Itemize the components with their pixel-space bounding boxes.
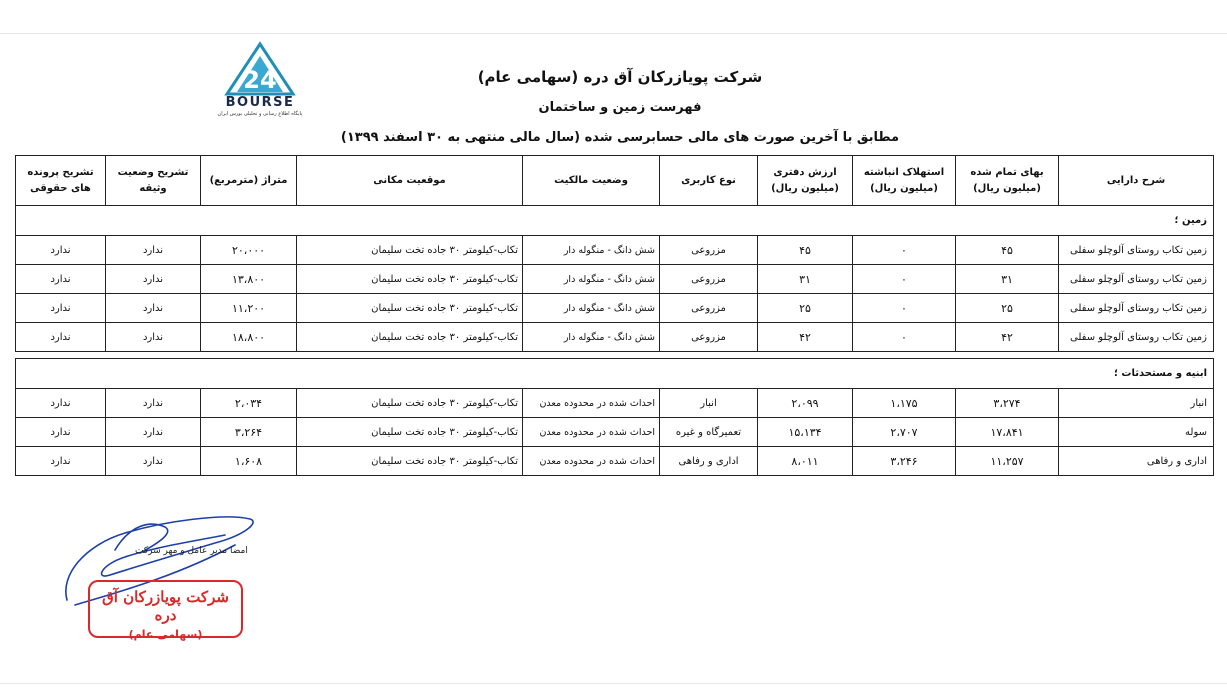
table-cell: شش دانگ - منگوله دار [523, 294, 660, 323]
table-cell: ندارد [106, 323, 201, 352]
table-cell: تکاب-کیلومتر ۳۰ جاده تخت سلیمان [297, 323, 523, 352]
table-cell: ۸،۰۱۱ [758, 447, 853, 476]
table-cell: ۱۳،۸۰۰ [201, 265, 297, 294]
table-cell: ندارد [106, 389, 201, 418]
table-cell: ۳۱ [956, 265, 1059, 294]
table-row [16, 236, 1214, 265]
table-cell: تکاب-کیلومتر ۳۰ جاده تخت سلیمان [297, 389, 523, 418]
column-header: موقعیت مکانی [297, 156, 523, 206]
table-cell: احداث شده در محدوده معدن [523, 418, 660, 447]
table-cell: اداری و رفاهی [660, 447, 758, 476]
column-header: شرح دارایی [1059, 156, 1214, 206]
table-cell: ۲،۷۰۷ [853, 418, 956, 447]
table-cell: سوله [1059, 418, 1214, 447]
section-title: زمین ؛ [16, 206, 1214, 236]
logo-subtitle: پایگاه اطلاع رسانی و تحلیلی بورس ایران [217, 111, 303, 117]
scan-line [0, 33, 1227, 34]
table-cell: تعمیرگاه و غیره [660, 418, 758, 447]
table-cell: ۴۵ [758, 236, 853, 265]
table-cell: ۰ [853, 294, 956, 323]
table-cell: ندارد [106, 418, 201, 447]
table-cell: اداری و رفاهی [1059, 447, 1214, 476]
table-row [16, 389, 1214, 418]
section-row-land [16, 206, 1214, 236]
table-cell: تکاب-کیلومتر ۳۰ جاده تخت سلیمان [297, 418, 523, 447]
table-cell: ۱۱،۲۰۰ [201, 294, 297, 323]
section-title: ابنیه و مستحدثات ؛ [16, 359, 1214, 389]
table-cell: ندارد [16, 323, 106, 352]
table-row [16, 418, 1214, 447]
document-subtitle: مطابق با آخرین صورت های مالی حسابرسی شده (سال مالی منتهی به ۳۰ اسفند ۱۳۹۹) [340, 130, 900, 145]
document-title: فهرست زمین و ساختمان [538, 100, 702, 115]
table-cell: ندارد [16, 389, 106, 418]
table-cell: ندارد [16, 294, 106, 323]
table-cell: ندارد [106, 236, 201, 265]
table-cell: زمین تکاب روستای آلوچلو سفلی [1059, 265, 1214, 294]
table-cell: ۳۱ [758, 265, 853, 294]
table-cell: ندارد [16, 418, 106, 447]
table-cell: ۳،۲۷۴ [956, 389, 1059, 418]
table-row [16, 323, 1214, 352]
company-name: شرکت پویازرکان آق دره (سهامی عام) [477, 68, 763, 86]
table-cell: تکاب-کیلومتر ۳۰ جاده تخت سلیمان [297, 447, 523, 476]
table-cell: شش دانگ - منگوله دار [523, 265, 660, 294]
table-cell: ۱۷،۸۴۱ [956, 418, 1059, 447]
table-header-row [16, 156, 1214, 206]
table-cell: ۲،۰۹۹ [758, 389, 853, 418]
table-cell: مزروعی [660, 294, 758, 323]
column-header: استهلاک انباشته (میلیون ریال) [853, 156, 956, 206]
spacer-row [16, 352, 1214, 359]
table-cell: ۰ [853, 265, 956, 294]
signature-label: امضا مدیر عامل و مهر شرکت [135, 546, 248, 556]
table-cell: مزروعی [660, 236, 758, 265]
column-header: وضعیت مالکیت [523, 156, 660, 206]
table-cell: تکاب-کیلومتر ۳۰ جاده تخت سلیمان [297, 236, 523, 265]
table-cell: ندارد [16, 447, 106, 476]
table-cell: ندارد [106, 294, 201, 323]
table-cell: ندارد [16, 236, 106, 265]
table-cell: ۱۵،۱۳۴ [758, 418, 853, 447]
table-cell: ۴۵ [956, 236, 1059, 265]
table-cell: شش دانگ - منگوله دار [523, 323, 660, 352]
table-cell: ۱۸،۸۰۰ [201, 323, 297, 352]
column-header: متراژ (مترمربع) [201, 156, 297, 206]
table-cell: زمین تکاب روستای آلوچلو سفلی [1059, 294, 1214, 323]
table-cell: ۳،۲۶۴ [201, 418, 297, 447]
table-cell: ۱،۱۷۵ [853, 389, 956, 418]
table-cell: تکاب-کیلومتر ۳۰ جاده تخت سلیمان [297, 265, 523, 294]
table-cell: ۲۵ [758, 294, 853, 323]
table-row [16, 447, 1214, 476]
table-cell: ۱۱،۲۵۷ [956, 447, 1059, 476]
table-cell: ندارد [106, 265, 201, 294]
table-cell: احداث شده در محدوده معدن [523, 447, 660, 476]
table-cell: احداث شده در محدوده معدن [523, 389, 660, 418]
table-cell: تکاب-کیلومتر ۳۰ جاده تخت سلیمان [297, 294, 523, 323]
stamp-company-name: شرکت پویازرکان آق دره [102, 588, 229, 624]
table-cell: ۴۲ [758, 323, 853, 352]
table-cell: مزروعی [660, 323, 758, 352]
asset-table [15, 155, 1214, 476]
svg-text:24: 24 [243, 66, 277, 94]
section-row-buildings [16, 359, 1214, 389]
table-cell: انبار [1059, 389, 1214, 418]
table-cell: ۰ [853, 236, 956, 265]
table-cell: ۱،۶۰۸ [201, 447, 297, 476]
table-cell: زمین تکاب روستای آلوچلو سفلی [1059, 323, 1214, 352]
table-cell: زمین تکاب روستای آلوچلو سفلی [1059, 236, 1214, 265]
table-cell: ندارد [16, 265, 106, 294]
table-cell: مزروعی [660, 265, 758, 294]
table-cell: ۲۵ [956, 294, 1059, 323]
company-stamp [88, 580, 243, 641]
scan-line [0, 683, 1227, 684]
column-header: بهای تمام شده (میلیون ریال) [956, 156, 1059, 206]
column-header: ارزش دفتری (میلیون ریال) [758, 156, 853, 206]
table-cell: انبار [660, 389, 758, 418]
column-header: تشریح وضعیت وثیقه [106, 156, 201, 206]
table-row [16, 265, 1214, 294]
stamp-company-type: (سهامی عام) [128, 628, 203, 641]
table-cell: شش دانگ - منگوله دار [523, 236, 660, 265]
table-cell: ۰ [853, 323, 956, 352]
table-cell: ۲۰،۰۰۰ [201, 236, 297, 265]
table-cell: ۲،۰۳۴ [201, 389, 297, 418]
asset-table-wrapper [15, 155, 1213, 476]
column-header: تشریح پرونده های حقوقی [16, 156, 106, 206]
table-row [16, 294, 1214, 323]
column-header: نوع کاربری [660, 156, 758, 206]
table-cell: ۴۲ [956, 323, 1059, 352]
table-cell: ۳،۲۴۶ [853, 447, 956, 476]
logo-wordmark: BOURSE [225, 95, 295, 110]
table-cell: ندارد [106, 447, 201, 476]
